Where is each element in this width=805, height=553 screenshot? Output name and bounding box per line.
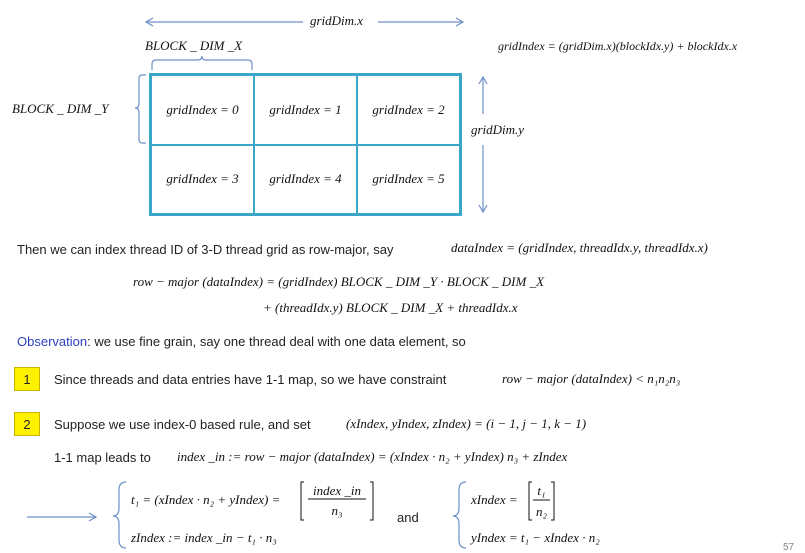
observation-text: : we use fine grain, say one thread deal with one data element, so bbox=[87, 334, 466, 349]
data-index-formula: dataIndex = (gridIndex, threadIdx.y, threadIdx.x) bbox=[451, 240, 708, 255]
xindex-numerator: t₁ bbox=[537, 483, 546, 498]
item-1-text: Since threads and data entries have 1-1 map, so we have constraint bbox=[54, 372, 447, 387]
t1-denominator: n₃ bbox=[331, 503, 343, 518]
map-formula: index _in := row − major (dataIndex) = (xIndex · n₂ + yIndex) n₃ + zIndex bbox=[177, 449, 568, 464]
block-grid bbox=[149, 73, 462, 216]
row-major-formula-line2: + (threadIdx.y) BLOCK _ DIM _X + threadIdx.x bbox=[263, 300, 518, 315]
step-1-badge: 1 bbox=[14, 367, 40, 391]
step-2-badge: 2 bbox=[14, 412, 40, 436]
yindex-formula: yIndex = t₁ − xIndex · n₂ bbox=[471, 530, 600, 545]
item-2-formula: (xIndex, yIndex, zIndex) = (i − 1, j − 1, k − 1) bbox=[346, 416, 587, 431]
grid-cell: gridIndex = 4 bbox=[254, 145, 357, 215]
map-label: 1-1 map leads to bbox=[54, 450, 151, 465]
grid-dim-x-label: gridDim.x bbox=[310, 13, 364, 28]
observation-line bbox=[17, 334, 466, 349]
t1-formula: t₁ = (xIndex · n₂ + yIndex) = bbox=[131, 492, 281, 507]
xindex-formula: xIndex = bbox=[471, 492, 518, 507]
page-number: 57 bbox=[783, 542, 795, 553]
grid-cell: gridIndex = 5 bbox=[357, 145, 460, 215]
row-major-formula-line1: row − major (dataIndex) = (gridIndex) BLOCK _ DIM _Y · BLOCK _ DIM _X bbox=[133, 274, 545, 289]
grid-cell: gridIndex = 0 bbox=[151, 75, 254, 145]
and-label: and bbox=[397, 510, 419, 525]
block-dim-y-label: BLOCK _ DIM _Y bbox=[12, 101, 109, 116]
item-2-text: Suppose we use index-0 based rule, and set bbox=[54, 417, 311, 432]
then-line: Then we can index thread ID of 3-D thread grid as row-major, say bbox=[17, 242, 394, 257]
observation-label: Observation bbox=[17, 334, 88, 349]
xindex-denominator: n₂ bbox=[535, 504, 548, 519]
item-1-formula: row − major (dataIndex) < n₁n₂n₃ bbox=[502, 371, 681, 386]
zindex-formula: zIndex := index _in − t₁ · n₃ bbox=[131, 530, 277, 545]
grid-dim-y-label: gridDim.y bbox=[471, 122, 525, 137]
block-dim-x-label: BLOCK _ DIM _X bbox=[145, 38, 243, 53]
grid-cell: gridIndex = 2 bbox=[357, 75, 460, 145]
grid-index-formula: gridIndex = (gridDim.x)(blockIdx.y) + blockIdx.x bbox=[498, 39, 738, 53]
grid-cell: gridIndex = 3 bbox=[151, 145, 254, 215]
grid-cell: gridIndex = 1 bbox=[254, 75, 357, 145]
t1-numerator: index _in bbox=[312, 483, 361, 498]
